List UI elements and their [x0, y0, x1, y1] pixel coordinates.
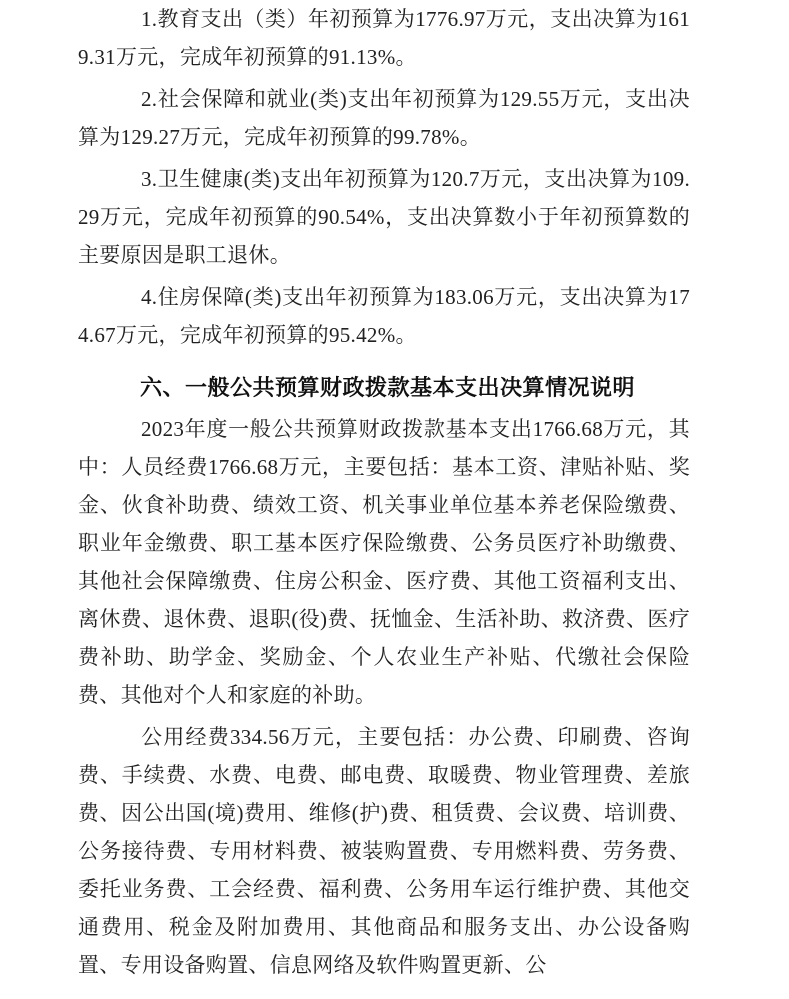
section-heading-basic-expenditure: 六、一般公共预算财政拨款基本支出决算情况说明 — [140, 375, 636, 400]
expenditure-item-health: 3.卫生健康(类)支出年初预算为120.7万元，支出决算为109.29万元，完成年初预算的90.54%，支出决算数小于年初预算数的主要原因是职工退休。 — [78, 167, 690, 267]
expenditure-item-housing: 4.住房保障(类)支出年初预算为183.06万元，支出决算为174.67万元，完成年初预算的95.42%。 — [78, 285, 690, 347]
expenditure-item-social-security: 2.社会保障和就业(类)支出年初预算为129.55万元，支出决算为129.27万元，完成年初预算的99.78%。 — [78, 87, 690, 149]
public-expense-paragraph: 公用经费334.56万元，主要包括：办公费、印刷费、咨询费、手续费、水费、电费、邮电费、取暖费、物业管理费、差旅费、因公出国(境)费用、维修(护)费、租赁费、会议费、培训费、公务接待费、专用材料费、被装购置费、专用燃料费、劳务费、委托业务费、工会经费、福利费、公务用车运行维护费、其他交通费用、税金及附加费用、其他商品和服务支出、办公设备购置、专用设备购置、信息网络及软件购置更新、公 — [78, 725, 690, 977]
personnel-expense-paragraph: 2023年度一般公共预算财政拨款基本支出1766.68万元，其中：人员经费1766.68万元，主要包括：基本工资、津贴补贴、奖金、伙食补助费、绩效工资、机关事业单位基本养老保险缴费、职业年金缴费、职工基本医疗保险缴费、公务员医疗补助缴费、其他社会保障缴费、住房公积金、医疗费、其他工资福利支出、离休费、退休费、退职(役)费、抚恤金、生活补助、救济费、医疗费补助、助学金、奖励金、个人农业生产补贴、代缴社会保险费、其他对个人和家庭的补助。 — [78, 417, 690, 707]
expenditure-item-education: 1.教育支出（类）年初预算为1776.97万元，支出决算为1619.31万元，完成年初预算的91.13%。 — [78, 7, 690, 69]
